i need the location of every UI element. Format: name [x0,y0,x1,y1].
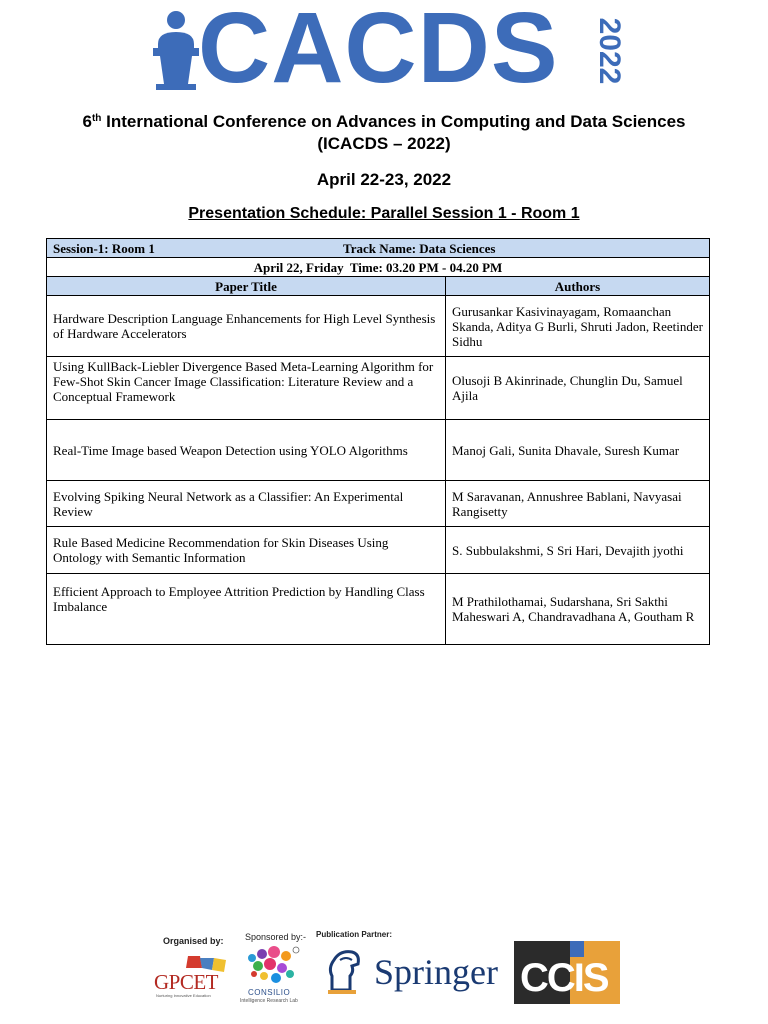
paper-title: Using KullBack-Liebler Divergence Based Meta-Learning Algorithm for Few-Shot Skin Cancer Image Classification: Literature Review and a Conceptual Framework [47,357,446,420]
ordinal: 6 [82,112,92,131]
paper-title: Real-Time Image based Weapon Detection using YOLO Algorithms [47,420,446,481]
consilio-logo [240,944,306,1006]
icacds-logo [150,0,630,104]
track-name: Track Name: Data Sciences [343,240,496,256]
sponsored-by-label: Sponsored by:- [245,932,307,942]
publication-partner-label: Publication Partner: [316,930,393,939]
logo-year-text: 2022 [593,17,626,85]
speaker-podium-icon [150,10,202,90]
conference-title [0,111,768,133]
session-header-cell [47,239,710,258]
paper-title: Efficient Approach to Employee Attrition Prediction by Handling Class Imbalance [47,574,446,645]
consilio-tagline: Intelligence Research Lab [240,998,298,1004]
session-label: Session-1: Room 1 [53,240,155,256]
paper-authors: M Prathilothamai, Sudarshana, Sri Sakthi Maheswari A, Chandravadhana A, Goutham R [446,574,710,645]
organised-by-label: Organised by: [163,936,224,946]
table-row [47,296,710,357]
paper-title: Hardware Description Language Enhancements for High Level Synthesis of Hardware Accelerators [47,296,446,357]
gpcet-name: GPCET [154,970,219,994]
column-header-title: Paper Title [47,277,446,296]
table-row [47,420,710,481]
logo-wordmark: CACDS [198,0,559,104]
table-row [47,574,710,645]
ordinal-suffix: th [91,113,102,124]
conference-dates: April 22-23, 2022 [316,170,452,189]
paper-title: Evolving Spiking Neural Network as a Classifier: An Experimental Review [47,481,446,527]
gpcet-tagline: Nurturing Innovative Education [156,993,211,998]
paper-authors: Manoj Gali, Sunita Dhavale, Suresh Kumar [446,420,710,481]
table-row [47,481,710,527]
column-header-authors: Authors [446,277,710,296]
paper-authors: M Saravanan, Annushree Bablani, Navyasai Rangisetty [446,481,710,527]
table-row [47,527,710,574]
consilio-name: CONSILIO [248,988,291,997]
gpcet-logo [154,954,230,1002]
conference-name: International Conference on Advances in Computing and Data Sciences [106,112,686,131]
column-header-row [47,277,710,296]
ccis-logo [514,941,620,1004]
springer-name: Springer [374,952,498,992]
session-time-row [47,258,710,277]
schedule-table [46,238,710,645]
conference-acronym: (ICACDS – 2022) [317,134,451,153]
session-time: April 22, Friday Time: 03.20 PM - 04.20 PM [47,258,710,277]
springer-horse-icon [324,946,364,996]
logo-year [587,12,631,96]
paper-authors: S. Subbulakshmi, S Sri Hari, Devajith jyothi [446,527,710,574]
paper-title: Rule Based Medicine Recommendation for Skin Diseases Using Ontology with Semantic Information [47,527,446,574]
schedule-title: Presentation Schedule: Parallel Session 1 - Room 1 [188,205,580,222]
paper-authors: Olusoji B Akinrinade, Chunglin Du, Samuel Ajila [446,357,710,420]
paper-authors: Gurusankar Kasivinayagam, Romaanchan Skanda, Aditya G Burli, Shruti Jadon, Reetinder Sidhu [446,296,710,357]
ccis-text: CCIS [520,956,608,1000]
session-header-row [47,239,710,258]
table-row [47,357,710,420]
consilio-dots-icon [240,944,306,988]
